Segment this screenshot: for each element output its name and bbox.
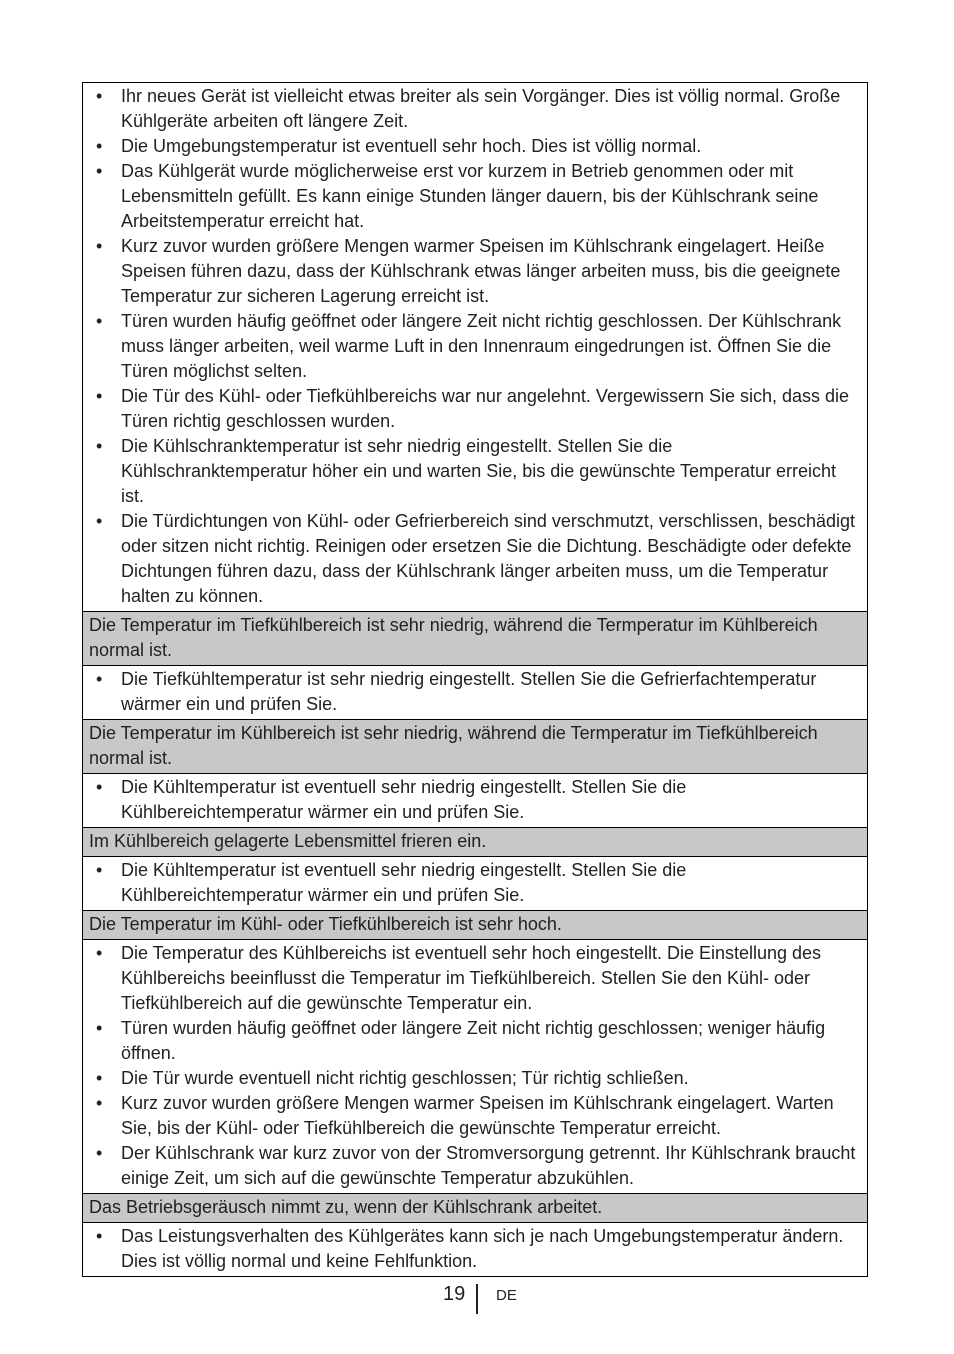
list-item <box>89 159 861 234</box>
bullet-section <box>83 939 867 1193</box>
section-heading: Die Temperatur im Kühl- oder Tiefkühlbereich ist sehr hoch. <box>83 910 867 939</box>
bullet-section <box>83 773 867 827</box>
section-heading: Die Temperatur im Tiefkühlbereich ist sehr niedrig, während die Termperatur im Kühlbereich normal ist. <box>83 611 867 665</box>
section-heading: Das Betriebsgeräusch nimmt zu, wenn der Kühlschrank arbeitet. <box>83 1193 867 1222</box>
bullet-icon: • <box>96 311 103 331</box>
list-item-text: Der Kühlschrank war kurz zuvor von der Stromversorgung getrennt. Ihr Kühlschrank braucht einige Zeit, um sich auf die gewünschte Temperatur abzukühlen. <box>121 1143 856 1188</box>
bullet-icon: • <box>96 777 103 797</box>
list-item <box>89 1141 861 1191</box>
list-item <box>89 234 861 309</box>
bullet-icon: • <box>96 669 103 689</box>
bullet-list <box>89 1224 861 1274</box>
list-item-text: Das Kühlgerät wurde möglicherweise erst vor kurzem in Betrieb genommen oder mit Lebensmitteln gefüllt. Es kann einige Stunden länger dauern, bis der Kühlschrank seine Arbeitstemperatur erreicht hat. <box>121 161 819 231</box>
bullet-icon: • <box>96 1093 103 1113</box>
list-item-text: Die Tiefkühltemperatur ist sehr niedrig eingestellt. Stellen Sie die Gefrierfachtemperatur wärmer ein und prüfen Sie. <box>121 669 817 714</box>
list-item <box>89 667 861 717</box>
bullet-icon: • <box>96 1018 103 1038</box>
bullet-icon: • <box>96 161 103 181</box>
list-item <box>89 384 861 434</box>
list-item <box>89 1091 861 1141</box>
list-item-text: Ihr neues Gerät ist vielleicht etwas breiter als sein Vorgänger. Dies ist völlig normal. Große Kühlgeräte arbeiten oft längere Zeit. <box>121 86 841 131</box>
list-item <box>89 941 861 1016</box>
bullet-section <box>83 83 867 611</box>
list-item <box>89 1016 861 1066</box>
list-item-text: Die Tür des Kühl- oder Tiefkühlbereichs war nur angelehnt. Vergewissern Sie sich, dass die Türen richtig geschlossen wurden. <box>121 386 850 431</box>
bullet-list <box>89 941 861 1191</box>
bullet-icon: • <box>96 1068 103 1088</box>
list-item <box>89 434 861 509</box>
bullet-icon: • <box>96 1226 103 1246</box>
bullet-list <box>89 858 861 908</box>
bullet-section <box>83 1222 867 1276</box>
bullet-list <box>89 667 861 717</box>
list-item <box>89 134 861 159</box>
bullet-icon: • <box>96 436 103 456</box>
footer-separator <box>476 1284 478 1314</box>
bullet-icon: • <box>96 386 103 406</box>
list-item-text: Die Tür wurde eventuell nicht richtig geschlossen; Tür richtig schließen. <box>121 1068 689 1088</box>
list-item-text: Die Kühlschranktemperatur ist sehr niedrig eingestellt. Stellen Sie die Kühlschranktemperatur höher ein und warten Sie, bis die gewünschte Temperatur erreicht ist. <box>121 436 837 506</box>
list-item <box>89 309 861 384</box>
bullet-icon: • <box>96 1143 103 1163</box>
list-item-text: Die Türdichtungen von Kühl- oder Gefrierbereich sind verschmutzt, verschlissen, beschädigt oder sitzen nicht richtig. Reinigen oder ersetzen Sie die Dichtung. Beschädigte oder defekte Dichtungen führen dazu, dass der Kühlschrank länger arbeiten muss, um die Temperatur halten zu können. <box>121 511 856 606</box>
list-item <box>89 1224 861 1274</box>
bullet-list <box>89 84 861 609</box>
page-footer <box>0 1282 954 1314</box>
section-heading: Die Temperatur im Kühlbereich ist sehr niedrig, während die Termperatur im Tiefkühlbereich normal ist. <box>83 719 867 773</box>
list-item-text: Kurz zuvor wurden größere Mengen warmer Speisen im Kühlschrank eingelagert. Heiße Speisen führen dazu, dass der Kühlschrank etwas länger arbeiten muss, bis die geeignete Temperatur zur sicheren Lagerung erreicht ist. <box>121 236 841 306</box>
list-item <box>89 509 861 609</box>
bullet-icon: • <box>96 511 103 531</box>
list-item <box>89 84 861 134</box>
page-number: 19 <box>443 1283 466 1305</box>
list-item <box>89 1066 861 1091</box>
language-code: DE <box>496 1287 517 1304</box>
list-item-text: Die Temperatur des Kühlbereichs ist eventuell sehr hoch eingestellt. Die Einstellung des Kühlbereichs beeinflusst die Temperatur im Tiefkühlbereich. Stellen Sie den Kühl- oder Tiefkühlbereich auf die gewünschte Temperatur ein. <box>121 943 822 1013</box>
bullet-list <box>89 775 861 825</box>
bullet-icon: • <box>96 136 103 156</box>
list-item-text: Die Umgebungstemperatur ist eventuell sehr hoch. Dies ist völlig normal. <box>121 136 702 156</box>
list-item-text: Türen wurden häufig geöffnet oder längere Zeit nicht richtig geschlossen. Der Kühlschrank muss länger arbeiten, weil warme Luft in den Innenraum eingedrungen ist. Öffnen Sie die Türen möglichst selten. <box>121 311 842 381</box>
list-item-text: Kurz zuvor wurden größere Mengen warmer Speisen im Kühlschrank eingelagert. Warten Sie, bis der Kühl- oder Tiefkühlbereich die gewünschte Temperatur erreicht. <box>121 1093 834 1138</box>
section-heading: Im Kühlbereich gelagerte Lebensmittel frieren ein. <box>83 827 867 856</box>
bullet-icon: • <box>96 236 103 256</box>
list-item-text: Die Kühltemperatur ist eventuell sehr niedrig eingestellt. Stellen Sie die Kühlbereichtemperatur wärmer ein und prüfen Sie. <box>121 777 687 822</box>
troubleshooting-table <box>82 82 868 1277</box>
list-item <box>89 858 861 908</box>
bullet-icon: • <box>96 86 103 106</box>
list-item-text: Das Leistungsverhalten des Kühlgerätes kann sich je nach Umgebungstemperatur ändern. Dies ist völlig normal und keine Fehlfunktion. <box>121 1226 844 1271</box>
list-item-text: Die Kühltemperatur ist eventuell sehr niedrig eingestellt. Stellen Sie die Kühlbereichtemperatur wärmer ein und prüfen Sie. <box>121 860 687 905</box>
bullet-section <box>83 856 867 910</box>
list-item <box>89 775 861 825</box>
bullet-section <box>83 665 867 719</box>
bullet-icon: • <box>96 943 103 963</box>
list-item-text: Türen wurden häufig geöffnet oder längere Zeit nicht richtig geschlossen; weniger häufig öffnen. <box>121 1018 826 1063</box>
bullet-icon: • <box>96 860 103 880</box>
